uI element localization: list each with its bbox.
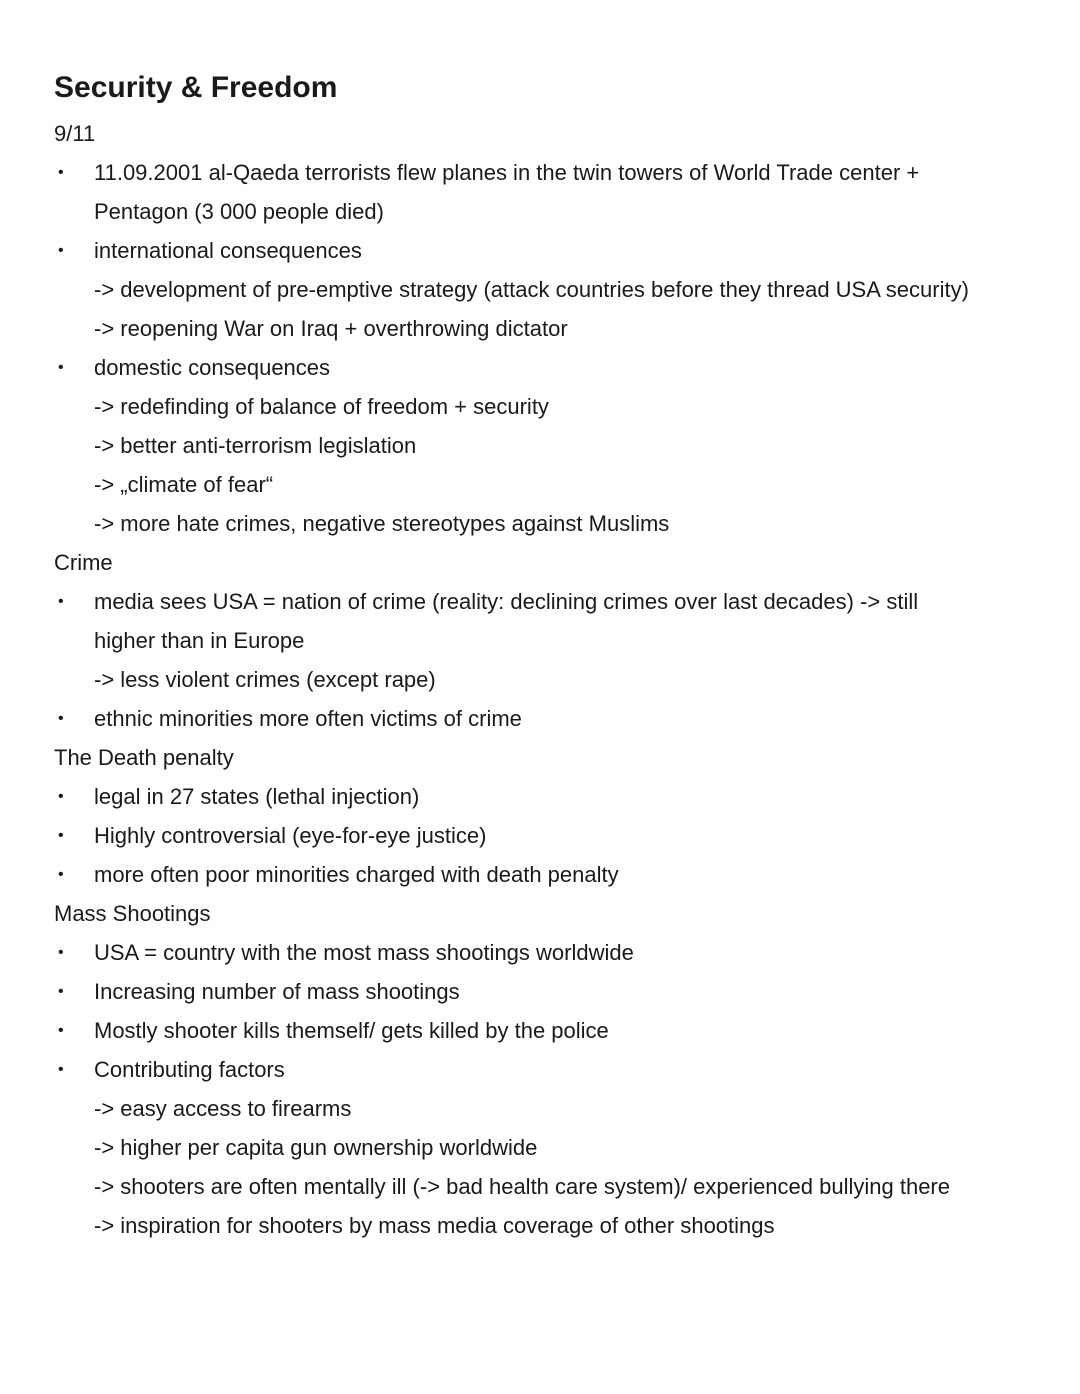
sub-item: -> redefinding of balance of freedom + security (94, 394, 549, 419)
sub-item: -> shooters are often mentally ill (-> bad health care system)/ experienced bullying there (94, 1174, 950, 1199)
bullet-text: legal in 27 states (lethal injection) (94, 784, 420, 809)
bullet-item (54, 933, 1044, 972)
sub-item: -> more hate crimes, negative stereotypes against Muslims (94, 511, 670, 536)
sub-item: -> inspiration for shooters by mass media coverage of other shootings (94, 1213, 775, 1238)
bullet-item (54, 816, 1044, 855)
sub-item: -> better anti-terrorism legislation (94, 433, 417, 458)
sub-item: -> „climate of fear“ (94, 472, 274, 497)
bullet-icon: • (58, 164, 64, 181)
bullet-text: international consequences (94, 238, 362, 263)
bullet-text: Contributing factors (94, 1057, 285, 1082)
sub-item: -> development of pre-emptive strategy (attack countries before they thread USA security) (94, 277, 969, 302)
sub-item: -> easy access to firearms (94, 1096, 352, 1121)
bullet-item (54, 582, 1044, 621)
bullet-icon: • (58, 983, 64, 1000)
bullet-icon: • (58, 788, 64, 805)
bullet-item (54, 231, 1044, 270)
sub-item: -> higher per capita gun ownership worldwide (94, 1135, 538, 1160)
bullet-text: more often poor minorities charged with death penalty (94, 862, 619, 887)
bullet-item (54, 699, 1044, 738)
section-heading-911: 9/11 (54, 121, 96, 146)
bullet-text: ethnic minorities more often victims of crime (94, 706, 522, 731)
bullet-item (54, 777, 1044, 816)
bullet-item (54, 153, 1044, 192)
bullet-text: Highly controversial (eye-for-eye justice) (94, 823, 487, 848)
sub-item: -> less violent crimes (except rape) (94, 667, 436, 692)
bullet-text: 11.09.2001 al-Qaeda terrorists flew planes in the twin towers of World Trade center + (94, 160, 920, 185)
document-title: Security & Freedom (54, 71, 338, 104)
bullet-item (54, 1011, 1044, 1050)
bullet-icon: • (58, 1061, 64, 1078)
sub-item: -> reopening War on Iraq + overthrowing dictator (94, 316, 568, 341)
bullet-text: Mostly shooter kills themself/ gets killed by the police (94, 1018, 609, 1043)
bullet-icon: • (58, 827, 64, 844)
bullet-icon: • (58, 242, 64, 259)
bullet-icon: • (58, 944, 64, 961)
bullet-icon: • (58, 710, 64, 727)
document-page (54, 68, 1044, 1245)
bullet-text: media sees USA = nation of crime (reality: declining crimes over last decades) -> still (94, 589, 919, 614)
bullet-item (54, 1050, 1044, 1089)
bullet-text: USA = country with the most mass shootings worldwide (94, 940, 634, 965)
section-heading-mass-shootings: Mass Shootings (54, 901, 211, 926)
bullet-continuation: higher than in Europe (94, 628, 305, 653)
bullet-icon: • (58, 866, 64, 883)
bullet-icon: • (58, 1022, 64, 1039)
bullet-icon: • (58, 593, 64, 610)
bullet-icon: • (58, 359, 64, 376)
section-heading-death-penalty: The Death penalty (54, 745, 234, 770)
section-heading-crime: Crime (54, 550, 113, 575)
bullet-text: domestic consequences (94, 355, 331, 380)
bullet-item (54, 972, 1044, 1011)
bullet-item (54, 348, 1044, 387)
bullet-text: Increasing number of mass shootings (94, 979, 460, 1004)
bullet-continuation: Pentagon (3 000 people died) (94, 199, 384, 224)
bullet-item (54, 855, 1044, 894)
